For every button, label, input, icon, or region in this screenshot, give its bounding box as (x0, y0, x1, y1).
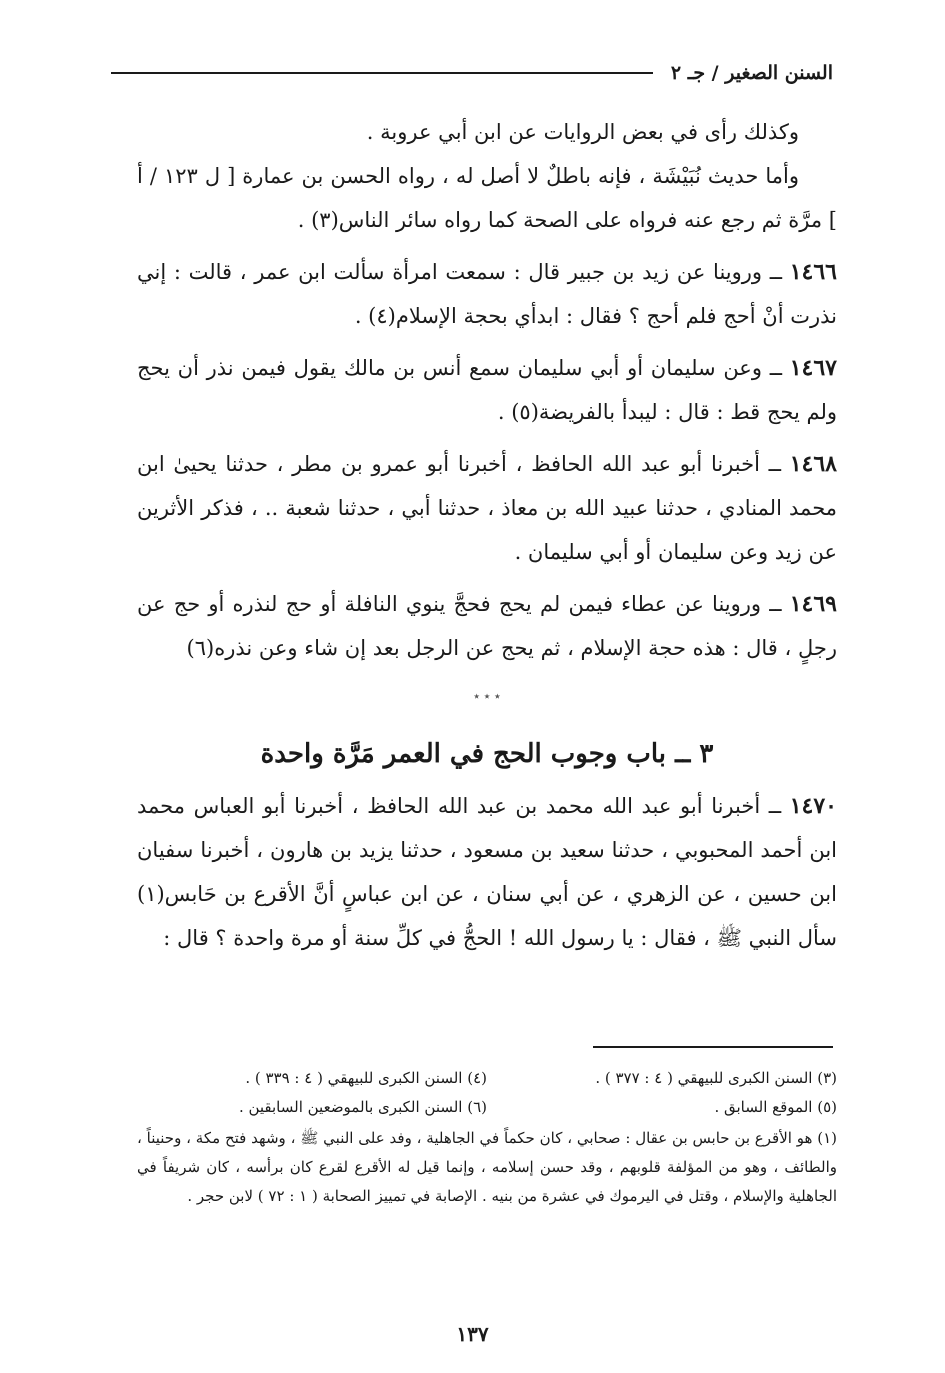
page-number: ١٣٧ (456, 1322, 489, 1346)
hadith-1470 (137, 784, 837, 960)
hadith-1467 (137, 346, 837, 434)
hadith-1468 (137, 442, 837, 574)
chapter-heading: ٣ ــ باب وجوب الحج في العمر مَرَّة واحدة (260, 739, 714, 769)
footnote-4: (٤) السنن الكبرى للبيهقي ( ٤ : ٣٣٩ ) . (245, 1069, 487, 1087)
hadith-number: ١٤٦٩ (789, 591, 837, 617)
footnote-rule (593, 1046, 833, 1048)
hadith-1466 (137, 250, 837, 338)
hadith-text: ــ وروينا عن زيد بن جبير قال : سمعت امرأة سألت ابن عمر ، قالت : إني نذرت أنْ أحج فلم أحج ؟ فقال : ابدأي بحجة الإسلام(٤) . (137, 260, 837, 328)
hadith-text: ــ أخبرنا أبو عبد الله محمد بن عبد الله الحافظ ، أخبرنا أبو العباس محمد ابن أحمد المحبوبي ، حدثنا سعيد بن مسعود ، حدثنا يزيد بن هارون ، أخبرنا سفيان ابن حسين ، عن الزهري ، عن أبي سنان ، عن ابن عباسٍ أنَّ الأقرع بن حَابس(١) سأل النبي ﷺ ، فقال : يا رسول الله ! الحجُّ في كلِّ سنة أو مرة واحدة ؟ قال : (137, 794, 837, 950)
paragraph: وكذلك رأى في بعض الروايات عن ابن أبي عروبة . (366, 120, 799, 144)
footnote-row (137, 1064, 837, 1093)
footnote-3: (٣) السنن الكبرى للبيهقي ( ٤ : ٣٧٧ ) . (595, 1069, 837, 1087)
footnotes (137, 1064, 837, 1211)
main-text (137, 110, 837, 960)
hadith-number: ١٤٦٦ (789, 259, 837, 285)
running-header-title: السنن الصغير / جـ ٢ (670, 62, 833, 84)
footnote-6: (٦) السنن الكبرى بالموضعين السابقين . (238, 1098, 487, 1116)
section-separator: ٭ ٭ ٭ (473, 689, 501, 703)
hadith-number: ١٤٧٠ (789, 793, 837, 819)
footnote-row (137, 1093, 837, 1122)
hadith-number: ١٤٦٧ (789, 355, 837, 381)
hadith-text: ــ وعن سليمان أو أبي سليمان سمع أنس بن مالك يقول فيمن نذر أن يحج ولم يحج قط : قال : ليبدأ بالفريضة(٥) . (137, 356, 837, 424)
footnote-5: (٥) الموقع السابق . (714, 1098, 837, 1116)
hadith-number: ١٤٦٨ (789, 451, 837, 477)
hadith-text: ــ أخبرنا أبو عبد الله الحافظ ، أخبرنا أبو عمرو بن مطر ، حدثنا يحيىٰ ابن محمد المنادي ، حدثنا عبيد الله بن معاذ ، حدثنا أبي ، حدثنا شعبة .. ، فذكر الأثرين عن زيد وعن سليمان أو أبي سليمان . (137, 452, 837, 564)
running-header (111, 58, 833, 88)
header-rule (111, 72, 653, 74)
footnote-1: (١) هو الأقرع بن حابس بن عقال : صحابي ، كان حكماً في الجاهلية ، وفد على النبي ﷺ ، وشهد فتح مكة ، وحنيناً ، والطائف ، وهو من المؤلفة قلوبهم ، وقد حسن إسلامه ، وإنما قيل له الأقرع لقرع كان برأسه ، كان شريفاً في الجاهلية والإسلام ، وقتل في اليرموك في عشرة من بنيه . الإصابة في تمييز الصحابة ( ١ : ٧٢ ) لابن حجر . (137, 1129, 837, 1205)
hadith-text: ــ وروينا عن عطاء فيمن لم يحج فحجَّ ينوي النافلة أو حج لنذره أو حج عن رجلٍ ، قال : هذه حجة الإسلام ، ثم يحج عن الرجل بعد إن شاء وعن نذره(٦) (137, 592, 837, 660)
paragraph: وأما حديث نُبَيْشَة ، فإنه باطلٌ لا أصل له ، رواه الحسن بن عمارة [ ل ١٢٣ / أ ] مرَّة ثم رجع عنه فرواه على الصحة كما رواه سائر الناس(٣) . (137, 164, 837, 232)
hadith-1469 (137, 582, 837, 670)
